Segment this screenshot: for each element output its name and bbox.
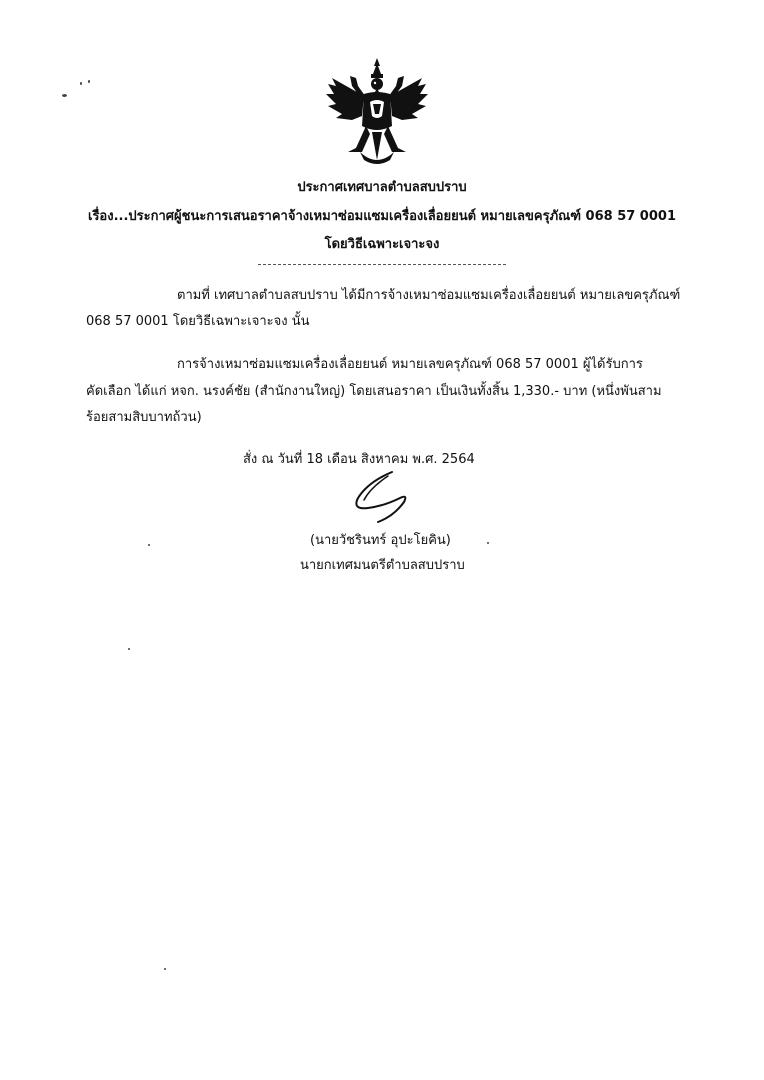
paragraph-2-line-2: คัดเลือก ได้แก่ หจก. นรงค์ชัย (สำนักงานใหญ่) โดยเสนอราคา เป็นเงินทั้งสิ้น 1,330.- บาท (หนึ่งพันสาม [86, 384, 662, 399]
scan-speck [148, 544, 150, 546]
signer-position: นายกเทศมนตรีตำบลสบปราบ [300, 558, 465, 573]
scan-speck [487, 542, 489, 544]
scan-speck [62, 94, 67, 97]
scan-speck [164, 968, 166, 970]
header-divider [258, 264, 506, 265]
paragraph-1-line-1: ตามที่ เทศบาลตำบลสบปราบ ได้มีการจ้างเหมาซ่อมแซมเครื่องเลื่อยยนต์ หมายเลขครุภัณฑ์ [177, 288, 681, 303]
paragraph-2-line-1: การจ้างเหมาซ่อมแซมเครื่องเลื่อยยนต์ หมายเลขครุภัณฑ์ 068 57 0001 ผู้ได้รับการ [177, 357, 643, 372]
paragraph-2-line-3: ร้อยสามสิบบาทถ้วน) [86, 410, 202, 425]
announcement-subject: เรื่อง...ประกาศผู้ชนะการเสนอราคาจ้างเหมาซ่อมแซมเครื่องเลื่อยยนต์ หมายเลขครุภัณฑ์ 068 57 0001 [88, 209, 676, 224]
signer-name: (นายวัชรินทร์ อุปะโยคิน) [310, 533, 451, 548]
signature-icon [348, 468, 418, 524]
date-line: สั่ง ณ วันที่ 18 เดือน สิงหาคม พ.ศ. 2564 [243, 452, 475, 467]
announcement-title: ประกาศเทศบาลตำบลสบปราบ [297, 180, 467, 195]
scan-speck [88, 80, 90, 83]
procurement-method: โดยวิธีเฉพาะเจาะจง [324, 237, 440, 252]
scan-speck [80, 82, 82, 85]
scan-speck [128, 648, 130, 650]
paragraph-1-line-2: 068 57 0001 โดยวิธีเฉพาะเจาะจง นั้น [86, 314, 310, 329]
garuda-emblem-icon [322, 56, 432, 168]
